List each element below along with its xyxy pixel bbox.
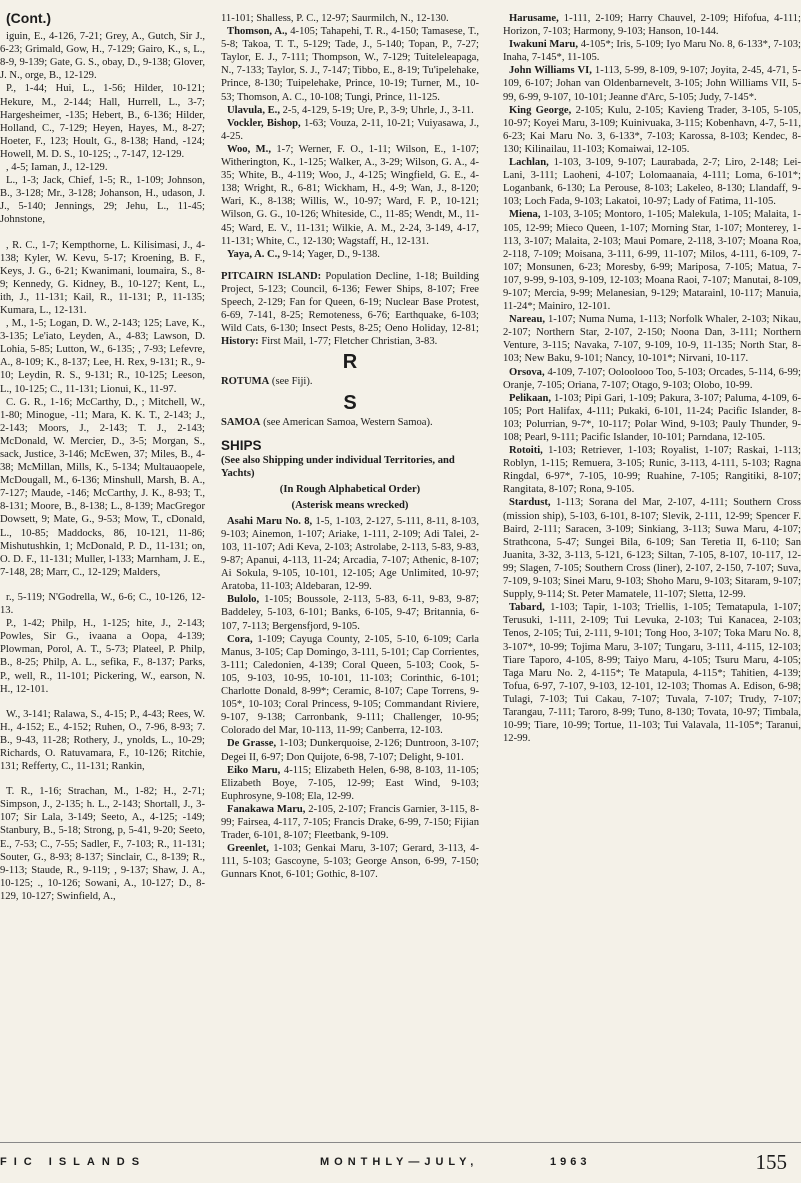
index-entry bbox=[503, 156, 801, 208]
index-column-right bbox=[503, 12, 801, 745]
entry-name: Tabard, bbox=[509, 602, 545, 614]
footer-publication: FIC ISLANDS bbox=[0, 1156, 147, 1168]
index-paragraph: iguin, E., 4-126, 7-21; Grey, A., Gutch, Sir J., 6-23; Grimald, Gow, H., 7-129; Gairo, K., s, L., 8-9, 9-139; Gate, G. S., obay, D., 9-138; Glover, J. N., orge, B., 12-129. bbox=[0, 31, 205, 82]
entry-text: 2-5, 4-129, 5-19; Ure, P., 3-9; Uhrle, J., 3-11. bbox=[279, 104, 474, 116]
index-entry bbox=[503, 392, 801, 444]
entry-text: (see Fiji). bbox=[269, 376, 313, 388]
entry-name: Fanakawa Maru, bbox=[227, 803, 306, 815]
entry-text: 1-111, 2-109; Harry Chauvel, 2-109; Hifofua, 4-111; Horizon, 7-103; Harmony, 9-103; Hanson, 10-144. bbox=[503, 13, 801, 38]
entry-text: 1-103; Pipi Gari, 1-109; Pakura, 3-107; Paluma, 4-109, 6-105; Port Halifax, 4-111; Pukaki, 6-101, 11-24; Pacific Islander, 8-103; Polurrian, 9-7*, 10-117; Polar Wind, 9-103; Pauly Thunder, 9-108; Pearl, 9-111; Pacific Islander, 10-101; Parndana, 12-105. bbox=[503, 392, 801, 443]
entry-name: Harusame, bbox=[509, 13, 559, 24]
index-entry bbox=[221, 25, 479, 104]
entry-text: 1-5, 1-103, 2-127, 5-111, 8-11, 8-103, 9-103; Ainemon, 1-107; Ariake, 1-111, 2-109; Adi Talei, 2-103, 11-107; Adi Keva, 2-103; Astrolabe, 2-113, 5-83, 9-83, 9-87; Apanui, 4-113, 11-24; Arcadia, 7-107; Athenic, 8-107; Ai Sokula, 9-105, 10-101, 12-105; Age Unlimited, 10-97; Aratoba, 11-103; Aldebaran, 12-99. bbox=[221, 515, 479, 593]
entry-name: Stardust, bbox=[509, 497, 551, 509]
entry-name: Nareau, bbox=[509, 314, 545, 326]
index-column-middle bbox=[221, 12, 479, 881]
index-entry bbox=[221, 143, 479, 248]
ships-order-note: (In Rough Alphabetical Order) bbox=[279, 483, 421, 495]
entry-text: (see American Samoa, Western Samoa). bbox=[260, 416, 433, 428]
index-paragraph: , M., 1-5; Logan, D. W., 2-143; 125; Lave, K., 3-135; Le'iato, Leyden, A., 4-83; Lawson, D. Lohia, 5-85; Lutton, W., 6-135; , 7-93; Lefevre, A., 8-109; K., 8-137; Lee, H. Rex, 9-131; R., 9-10; Leydin, R. S., 9-131; R., 10-125; Leeson, L., 10-125; C., 11-131; Lionui, K., 11-97. bbox=[0, 318, 205, 395]
ships-heading: SHIPS bbox=[221, 437, 262, 453]
entry-name: Ulavula, E., bbox=[227, 104, 280, 116]
entry-text: 1-103; Dunkerquoise, 2-126; Duntroon, 3-107; Degei II, 6-97; Don Quijote, 6-98, 7-107; Delight, 9-101. bbox=[221, 738, 479, 763]
entry-name: Asahi Maru No. 8, bbox=[227, 515, 313, 527]
continued-heading: (Cont.) bbox=[6, 12, 52, 26]
entry-text: 2-105; Kulu, 2-105; Kavieng Trader, 3-105, 5-105, 10-97; Koyei Maru, 3-109; Kuinivuaka, 3-115; Kobenhavn, 4-7, 5-11, 6-23; Kai Maru No. 3, 6-133*, 7-103; Karossa, 8-103; Kendec, 8-130; Kilinailau, 11-103; Komaiwai, 12-105. bbox=[503, 104, 801, 155]
index-entry bbox=[221, 515, 479, 594]
index-entry bbox=[503, 208, 801, 313]
entry-text: 9-14; Yager, D., 9-138. bbox=[279, 248, 380, 260]
entry-text: Population Decline, 1-18; Building Project, 5-123; Council, 6-136; Fewer Ships, 8-107; Free Speech, 2-129; Fan for Queen, 6-19; Nuclear Base Protest, 6-69, 7-141, 8-25; Remoteness, 6-76; Earthquake, 6-103; Wild Cats, 6-130; Insect Pests, 8-25; Oeno Holiday, 12-81; bbox=[221, 270, 479, 335]
index-entry bbox=[503, 366, 801, 392]
entry-text: 4-105*; Iris, 5-109; Iyo Maru No. 8, 6-133*, 7-103; Inaha, 7-145*, 11-105. bbox=[503, 39, 801, 64]
subheading: History: bbox=[221, 336, 259, 348]
index-paragraph: P., 1-44; Hui, L., 1-56; Hilder, 10-121; Hekure, M., 2-144; Hall, Hurrell, L., 3-7; Hargesheimer, -135; Hebert, B., 6-136; Hilder, Holland, C., 7-129; Heyen, Hayes, M., 8-27; Hoeter, F., 123; Hoult, G., 8-138; Hand, -124; Howell, M. D. S., 10-125; ., 7-147, 12-129. bbox=[0, 83, 205, 160]
index-paragraph: , R. C., 1-7; Kempthorne, L. Kilisimasi, J., 4-138; Kyler, W. Kevu, 5-17; Kroening, B. F., Keys, J. G., 6-21; Kwanimani, loumaira, S., 8-9; Kennedy, G. Kidney, B., 10-127; Kent, L., ith, J., 11-131; Kail, R., 11-131; P., 11-135; Kumara, L., 12-131. bbox=[0, 239, 205, 316]
entry-name: King George, bbox=[509, 104, 572, 116]
entry-text: 4-115; Elizabeth Helen, 6-98, 8-103, 11-105; Elizabeth Boye, 7-105, 12-99; East Wind, 9-103; Euphrosyne, 9-108; Ela, 12-99. bbox=[221, 764, 479, 802]
index-entry bbox=[503, 313, 801, 365]
entry-text: 1-105; Boussole, 2-113, 5-83, 6-11, 9-83, 9-87; Baddeley, 5-103, 6-101; Banks, 6-105, 9-47; Britannia, 6-107, 7-113; Bergensfjord, 9-105. bbox=[221, 594, 479, 632]
index-paragraph: C. G. R., 1-16; McCarthy, D., ; Mitchell, W., 1-80; Minogue, -11; Mara, K. K. T., 2-143; J., 2-143; Moors, J., 2-143; T. J., 2-143; McDonald, W. Mercier, D., 3-5; Morgan, S., sack, Justice, 3-146; McEwen, 37; Miles, B., 4-38; McMillan, Mills, K., 5-134; Multauaopele, McDougall, M., 6-136; Minshull, Marsh, B. A., 7-127; Maude, -146; McCarthy, J. K., 8-93; T., 8-131; Moore, B., 8-138; L., 8-139; MacGregor Dowsett, 9; Mate, G., 9-53; Mow, T., cDonald, L., 10-85; Maddocks, 86, 10-121, 11-86; Mishutushkin, 1; McDonald, P. D., 11-131; on, O. D. F., 11-131; Muller, l-133; Marnham, J. E., 7-148, 28; Marr, C., 12-129; Malders, bbox=[0, 396, 205, 578]
entry-text: 1-7; Werner, F. O., 1-11; Wilson, E., 1-107; Witherington, K., 1-125; Walker, A., 3-29; Wilson, G. A., 4-35; White, B., 4-119; Woo, J., 4-125; Wingfield, G. E., 4-138; Wright, R., 6-81; Wickham, H., 4-9; Wan, J., 8-120; Wari, K., 8-138; Willis, W., 10-97; Ward, F. P., 10-121; Wilson, G. G., 10-126; Whiteside, C., 11-85; Wendt, M., 11-45; Ward, E. V., 11-131; Wilkie, A. M., 2-24, 3-149, 4-17, 11-131; White, C., 12-130; Wagstaff, H., 12-131. bbox=[221, 143, 479, 247]
entry-text: 2-105, 2-107; Francis Garnier, 3-115, 8-99; Fairsea, 4-117, 7-105; Francis Drake, 6-99, 7-150; Fijian Trader, 6-101, 8-107; Fleetbank, 9-109. bbox=[221, 803, 479, 842]
index-entry bbox=[503, 444, 801, 496]
index-paragraph: P., 1-42; Philp, H., 1-125; hite, J., 2-143; Powles, Sir G., ivaana a Oopa, 4-139; Plowman, Porol, A. T., 5-73; Plateel, P. Philp, B., 8-25; Philp, A. L., sefika, F., 8-137; Parks, P., well, R., 11-101; Pickering, W., earson, N. H., 12-101. bbox=[0, 618, 205, 695]
index-paragraph: W., 3-141; Ralawa, S., 4-15; P., 4-43; Rees, W. H., 4-152; E., 4-152; Ruhen, O., 7-96, 8-93; 7. B., 9-43, 11-28; Rothery, J., ynolds, L., 10-29; Richards, O. Ratuvamara, F., 10-126; Ritchie, 131; Refferty, C., 11-131; Rankin, bbox=[0, 708, 205, 773]
entry-name: Pelikaan, bbox=[509, 392, 552, 404]
page-number: 155 bbox=[755, 1150, 787, 1174]
entry-text: 1-103; Tapir, 1-103; Triellis, 1-105; Tematapula, 1-107; Terusuki, 1-111, 2-109; Tui Levuka, 2-103; Tui Kanacea, 2-103; Tenos, 2-105; Tui, 2-111, 9-101; Tong Hoo, 3-107; Toka Maru No. 8, 3-107*, 10-99; Tojima Maru, 3-107; Tungaru, 3-111, 4-115, 12-103; Tiare Taporo, 4-105, 8-99; Taiyo Maru, 4-105; Tsuru Maru, 4-105; Taga Maru No. 2, 4-115*; Te Matapula, 4-115*; Tahitien, 4-139; Tofua, 6-97, 7-107, 9-103, 12-101, 12-103; Thomas A. Edison, 6-98; Tulagi, 7-103; Tui Cakau, 7-107; Tuvala, 7-107; Trudy, 7-107; Tarangau, 7-111; Taroro, 8-99; Tuno, 8-130; Tovata, 10-97; Timbala, 10-99; Tiare, 10-99; Tortue, 11-103; Tui Valavala, 11-105*; Taranui, 12-99. bbox=[503, 602, 801, 745]
entry-text: 1-103, 3-109, 9-107; Laurabada, 2-7; Liro, 2-148; Lei-Lani, 3-111; Laoheni, 4-107; Lolomaanaia, 4-111; Loma, 6-101*; Loganbank, 6-130; La Perouse, 8-103; Lakeleo, 8-130; Llandaff, 9-103; Loch Fada, 9-103; Lakatoi, 10-97; Lady of Fatima, 11-105. bbox=[503, 157, 801, 208]
index-paragraph: T. R., 1-16; Strachan, M., 1-82; H., 2-71; Simpson, J., 2-135; h. L., 2-143; Shortall, J., 3-107; Sir Lala, 3-149; Seeto, A., 4-125; -149; Stanbury, B., 5-18; Strong, p, 5-41, 9-20; Seeto, E., 7-53; C., 7-55; Sadler, F., 7-103; R., 11-131; Souter, G., 8-93; 8-137; Sinclair, C., 8-139; R., 9-113; Staude, R., 9-119; , 9-137; Shaw, J. A., 10-125; ., 10-126; Sowani, A., 10-127; D., 8-129, 10-127; Swinfield, A., bbox=[0, 786, 205, 902]
entry-name: Miena, bbox=[509, 209, 541, 221]
ships-note: (See also Shipping under individual Territories, and Yachts) bbox=[221, 454, 455, 479]
index-entry bbox=[221, 633, 479, 738]
index-entry bbox=[503, 496, 801, 601]
index-entry bbox=[221, 737, 479, 763]
entry-name: John Williams VI, bbox=[509, 65, 592, 77]
pitcairn-entry bbox=[221, 270, 479, 349]
index-entry bbox=[221, 593, 479, 632]
footer-divider bbox=[0, 1142, 801, 1143]
entry-text: 1-113, 5-99, 8-109, 9-107; Joyita, 2-45, 4-71, 5-109, 6-107; Johan van Oldenbarnevelt, 3-105; John Williams VII, 5-99, 6-99, 9-107, 10-101; Jeanne d'Arc, 5-105; Judy, 7-145*. bbox=[503, 65, 801, 103]
entry-text: 1-107; Numa Numa, 1-113; Norfolk Whaler, 2-103; Nikau, 2-107; Northern Star, 2-107, 2-150; Noona Dan, 3-111; Northern Venture, 3-115; Navaka, 7-107, 9-109, 10-9, 11-135; North Star, 8-103; New Baku, 9-101; Nancy, 10-101*; Nirvani, 10-117. bbox=[503, 314, 801, 365]
entry-name: Eiko Maru, bbox=[227, 764, 281, 776]
index-entry bbox=[503, 64, 801, 103]
entry-name: Vockler, Bishop, bbox=[227, 117, 301, 129]
letter-heading-r: R bbox=[342, 351, 358, 374]
page-footer bbox=[0, 1152, 801, 1174]
index-entry bbox=[503, 601, 801, 745]
index-entry bbox=[221, 117, 479, 143]
entry-name: Yaya, A. C., bbox=[227, 248, 280, 260]
section-name: PITCAIRN ISLAND: bbox=[221, 270, 322, 282]
entry-name: Greenlet, bbox=[227, 843, 269, 855]
entry-name: Orsova, bbox=[509, 366, 545, 378]
entry-name: Woo, M., bbox=[227, 143, 271, 155]
index-column-left bbox=[0, 12, 205, 903]
ships-asterisk-note: (Asterisk means wrecked) bbox=[291, 499, 409, 511]
entry-name: Iwakuni Maru, bbox=[509, 39, 578, 51]
footer-issue: MONTHLY—JULY, bbox=[320, 1156, 479, 1168]
index-continuation: 11-101; Shalless, P. C., 12-97; Saurmilch, N., 12-130. bbox=[221, 13, 449, 24]
entry-name: Bulolo, bbox=[227, 594, 260, 606]
entry-text: 1-103; Retriever, 1-103; Royalist, 1-107; Raskai, 1-113; Roblyn, 1-115; Remuera, 3-105; Runic, 3-113, 4-111, 5-103; Ragna Ringdal, 6-97*, 7-105, 10-99; Ruahine, 7-105; Rangitiki, 8-107; Rangitata, 8-107; Rona, 9-105. bbox=[503, 445, 801, 496]
footer-year: 1963 bbox=[550, 1156, 591, 1168]
letter-heading-s: S bbox=[343, 391, 357, 414]
index-entry bbox=[503, 38, 801, 64]
section-name: SAMOA bbox=[221, 416, 261, 428]
index-entry bbox=[221, 842, 479, 881]
entry-text: 4-109, 7-107; Ooloolooo Too, 5-103; Orcades, 5-114, 6-99; Oranje, 7-105; Oriana, 7-107; Otago, 9-103; Olobo, 10-99. bbox=[503, 366, 801, 391]
index-entry bbox=[221, 803, 479, 842]
rotuma-entry bbox=[221, 375, 479, 388]
index-entry bbox=[221, 248, 479, 261]
entry-text: 4-105; Tahapehi, T. R., 4-150; Tamasese, T., 5-8; Takoa, T. T., 5-129; Tade, J., 5-140; Topan, P., 7-27; Taylor, E. J., 7-111; Thompson, W., 7-129; Tuiteleleapaga, N., 7-133; Taylor, S. J., 7-147; Tibbo, E., 8-19; Tu'ipelehake, Prince, 8-130; Tuipelehake, Prince, 10-19; Turner, M., 10-53; Thomson, A. C., 10-108; Tungi, Prince, 11-125. bbox=[221, 26, 479, 103]
entry-name: Rotoiti, bbox=[509, 445, 543, 457]
index-entry bbox=[221, 104, 479, 117]
entry-text: First Mail, 1-77; Fletcher Christian, 3-83. bbox=[258, 336, 438, 348]
entry-text: 1-113; Sorana del Mar, 2-107, 4-111; Southern Cross (mission ship), 5-103, 6-101, 8-107; Slevik, 2-111, 12-99; Spencer F. Baird, 2-111; Saracen, 3-109; Sinkiang, 3-113; Suwa Maru, 4-107; Strathcona, 5-47; Sungei Bila, 6-109; San Teretia II, 6-110; San Juanita, 3-32, 3-113, 5-121, 6-123; Siltan, 7-105, 8-107, 10-117, 12-99; Slagen, 7-105; Southern Cross (liner), 2-107, 2-150, 7-107; Suva, 7-109, 9-103; Sinei Maru, 9-103; Shoho Maru, 9-103; Sitaram, 9-107; Supply, 9-114; St. Peter Mamatele, 11-107; Sletta, 12-99. bbox=[503, 497, 801, 601]
index-entry bbox=[503, 12, 801, 38]
index-paragraph: , 4-5; Iaman, J., 12-129. bbox=[6, 162, 108, 174]
entry-name: Thomson, A., bbox=[227, 26, 288, 38]
index-entry bbox=[503, 104, 801, 156]
index-paragraph: r., 5-119; N'Godrella, W., 6-6; C., 10-126, 12-13. bbox=[0, 591, 205, 617]
entry-name: Cora, bbox=[227, 633, 253, 645]
section-name: ROTUMA bbox=[221, 376, 270, 388]
entry-text: 1-63; Vouza, 2-11, 10-21; Vuiyasawa, J., 4-25. bbox=[221, 117, 479, 142]
index-paragraph: L., 1-3; Jack, Chief, 1-5; R., 1-109; Johnson, B., 3-128; Mr., 3-128; Johanson, H., udason, J. J., 5-140; Jennings, 29; Jehu, L., 11-45; Johnstone, bbox=[0, 175, 205, 226]
samoa-entry bbox=[221, 416, 479, 429]
entry-text: 1-109; Cayuga County, 2-105, 5-10, 6-109; Carla Manus, 3-105; Cap Domingo, 3-111, 5-101; Cap Corrientes, 3-111; Caledonien, 4-139; Coral Queen, 5-103; Cook, 5-105, 9-103, 10-95, 10-101, 11-103; Corinthic, 6-101; Charlotte Donald, 8-99*; Ceramic, 8-107; Cape Torrens, 9-105*, 10-103; Coral Princess, 9-105; Commandant Riviere, 9-107, 9-138; Carronbank, 9-111; Challenger, 10-95; Colorado del Mar, 10-113, 11-99; Canberra, 12-103. bbox=[221, 633, 479, 737]
entry-name: Lachlan, bbox=[509, 157, 549, 169]
entry-text: 1-103, 3-105; Montoro, 1-105; Malekula, 1-105; Malaita, 1-105, 12-99; Mieco Queen, 1-107; Morning Star, 1-107; Monterey, 1-113, 3-107; Malaita, 2-103; Maui Pomare, 2-118, 3-107; Moana Roa, 2-118, 7-109; Moisana, 3-111, 6-99, 11-107; Milos, 4-111, 6-109, 7-107; Monsunen, 6-23; Moresby, 6-99; Mariposa, 7-105; Matua, 7-107, 9-99, 9-103, 9-109, 12-103; Moana Raoi, 7-107; Manutai, 8-109, 9-107; Mercia, 9-99; Melanesian, 9-129; Matarainl, 10-117; Manuia, 11-24*; Mainiro, 12-101. bbox=[503, 209, 801, 313]
entry-text: 1-103; Genkai Maru, 3-107; Gerard, 3-113, 4-111, 5-103; Gascoyne, 5-103; George Anson, 6-99, 7-150; Gunnars Knot, 6-101; Gothic, 8-107. bbox=[221, 843, 479, 881]
index-entry bbox=[221, 764, 479, 803]
entry-name: De Grasse, bbox=[227, 738, 277, 750]
